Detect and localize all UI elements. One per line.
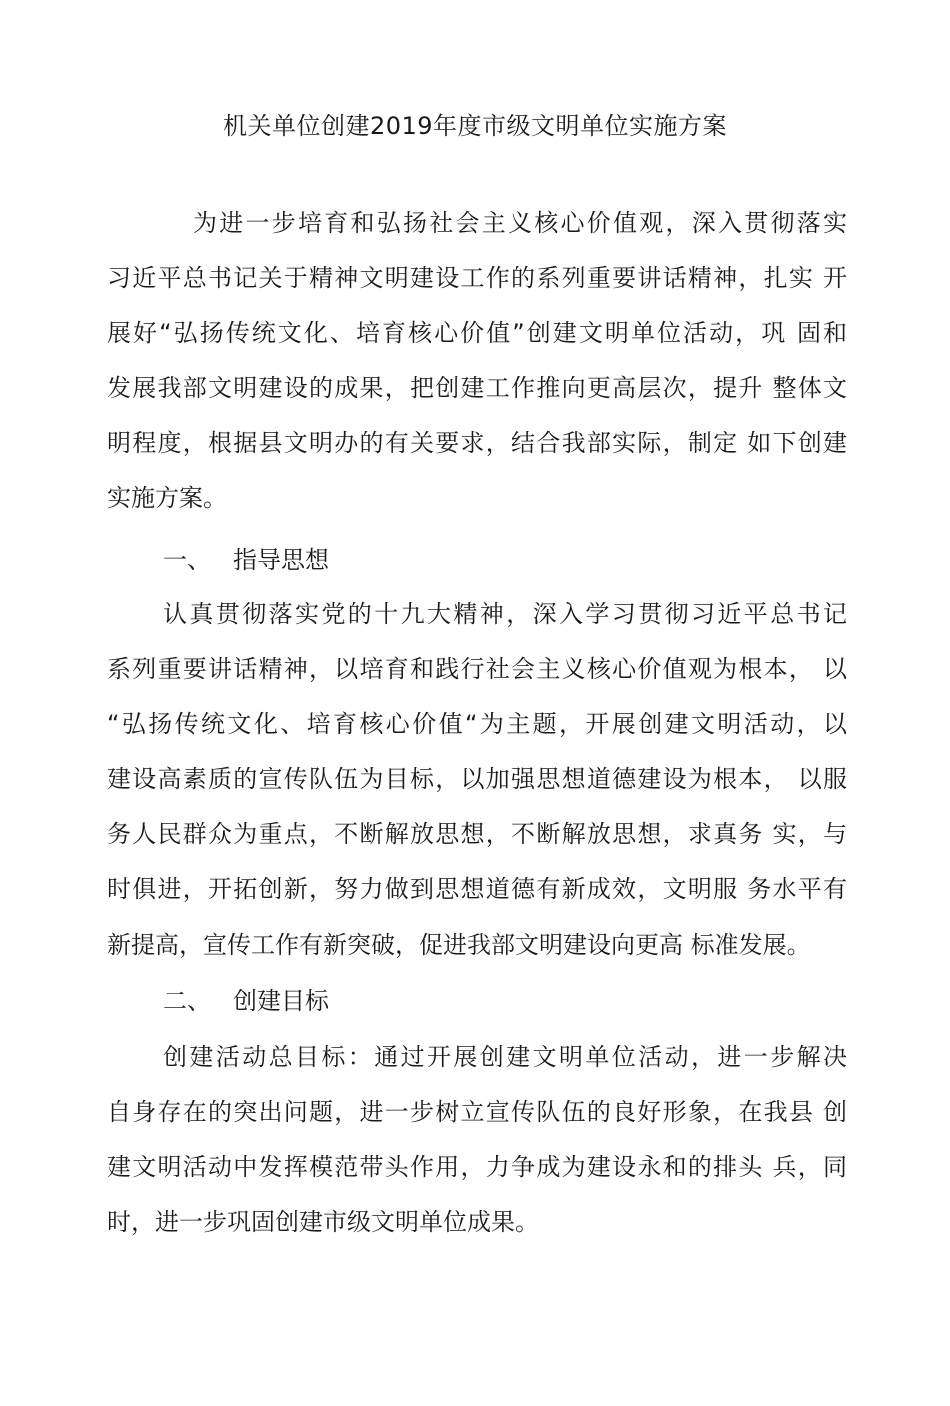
section-heading-1 bbox=[163, 543, 329, 577]
section-title-1: 指导思想 bbox=[233, 546, 329, 574]
intro-line-1: 为进一步培育和弘扬社会主义核心价值观，深入贯彻落实 bbox=[193, 209, 847, 237]
section2-line-4: 时，进一步巩固创建市级文明单位成果。 bbox=[107, 1208, 539, 1236]
intro-line-2: 习近平总书记关于精神文明建设工作的系列重要讲话精神，扎实 开 bbox=[107, 264, 847, 292]
section1-line-1: 认真贯彻落实党的十九大精神，深入学习贯彻习近平总书记 bbox=[163, 600, 847, 628]
section2-line-1: 创建活动总目标：通过开展创建文明单位活动，进一步解决 bbox=[163, 1043, 847, 1071]
section-number-2: 二、 bbox=[163, 987, 211, 1015]
section1-line-3: “弘扬传统文化、培育核心价值“为主题，开展创建文明活动，以 bbox=[107, 710, 847, 738]
intro-line-4: 发展我部文明建设的成果，把创建工作推向更高层次，提升 整体文 bbox=[107, 374, 847, 402]
section2-line-3: 建文明活动中发挥模范带头作用，力争成为建设永和的排头 兵，同 bbox=[107, 1153, 847, 1181]
intro-line-3: 展好“弘扬传统文化、培育核心价值”创建文明单位活动，巩 固和 bbox=[107, 319, 847, 347]
section-title-2: 创建目标 bbox=[233, 987, 329, 1015]
document-title: 机关单位创建2019年度市级文明单位实施方案 bbox=[222, 112, 728, 140]
intro-line-6: 实施方案。 bbox=[107, 484, 227, 512]
intro-line-5: 明程度，根据县文明办的有关要求，结合我部实际，制定 如下创建 bbox=[107, 429, 847, 457]
section1-line-4: 建设高素质的宣传队伍为目标，以加强思想道德建设为根本， 以服 bbox=[107, 765, 847, 793]
section1-line-2: 系列重要讲话精神，以培育和践行社会主义核心价值观为根本， 以 bbox=[107, 655, 847, 683]
section1-line-5: 务人民群众为重点，不断解放思想，不断解放思想，求真务 实，与 bbox=[107, 820, 847, 848]
section1-line-7: 新提高，宣传工作有新突破，促进我部文明建设向更高 标准发展。 bbox=[107, 931, 811, 959]
section-number-1: 一、 bbox=[163, 546, 211, 574]
section-heading-2 bbox=[163, 984, 329, 1018]
section1-line-6: 时俱进，开拓创新，努力做到思想道德有新成效，文明服 务水平有 bbox=[107, 875, 847, 903]
section2-line-2: 自身存在的突出问题，进一步树立宣传队伍的良好形象，在我县 创 bbox=[107, 1098, 847, 1126]
